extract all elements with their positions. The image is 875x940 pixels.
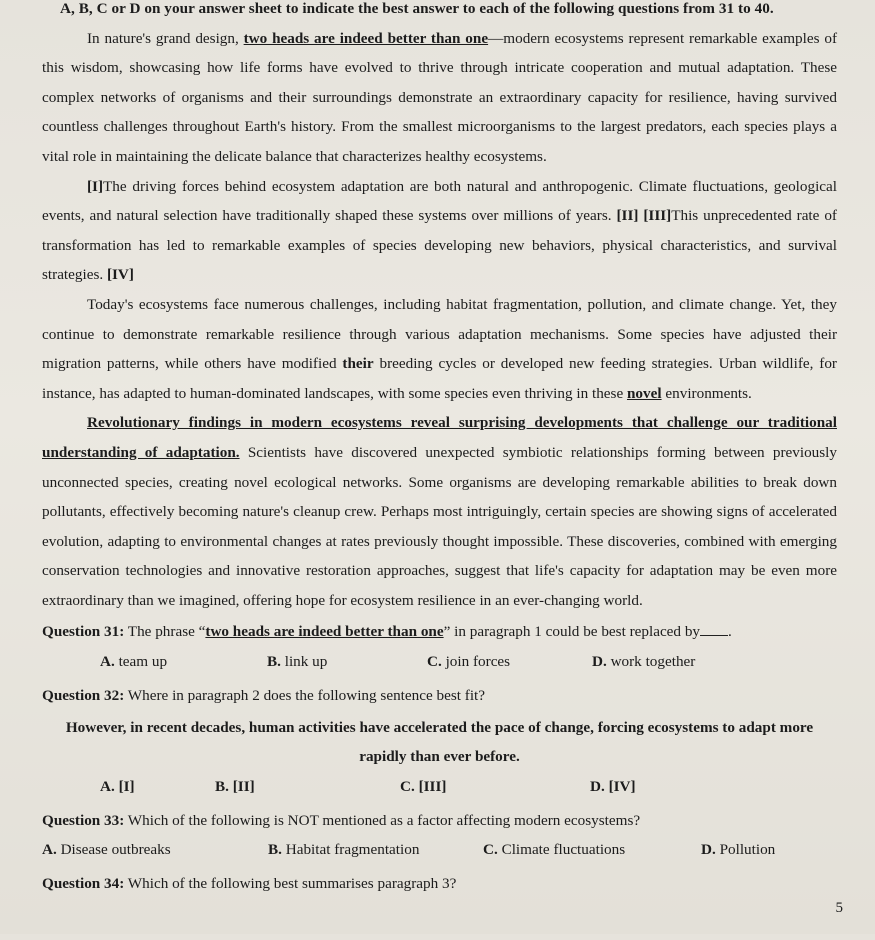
p3-bold-word: their xyxy=(342,355,374,373)
q31-option-c-letter: C. xyxy=(427,653,442,671)
question-33-stem: Which of the following is NOT mentioned as a factor affecting modern ecosystems? xyxy=(124,811,641,829)
question-32-options xyxy=(42,772,837,804)
question-34 xyxy=(42,869,837,899)
q33-option-a-letter: A. xyxy=(42,841,57,859)
question-32-stem: Where in paragraph 2 does the following sentence best fit? xyxy=(124,687,485,705)
q31-option-b[interactable] xyxy=(267,647,427,677)
question-32-insert-sentence: However, in recent decades, human activities have accelerated the pace of change, forcing ecosystems to adapt more rapidly than ever before. xyxy=(65,718,814,766)
q32-option-c[interactable] xyxy=(400,772,590,802)
q31-option-d-text: work together xyxy=(606,653,696,671)
question-31-stem-after: ” in paragraph 1 could be best replaced by xyxy=(443,623,701,641)
q32-option-d[interactable] xyxy=(590,772,636,802)
q32-option-a[interactable] xyxy=(100,772,215,802)
q33-option-c-text: Climate fluctuations xyxy=(497,841,626,859)
q32-option-b-text: [II] xyxy=(228,777,255,795)
answer-blank[interactable] xyxy=(700,621,728,636)
question-33 xyxy=(42,806,837,836)
q32-option-c-text: [III] xyxy=(414,777,447,795)
question-31-options xyxy=(42,647,837,679)
marker-i: [I] xyxy=(87,177,104,195)
question-34-label: Question 34: xyxy=(42,875,125,893)
q31-option-c[interactable] xyxy=(427,647,592,677)
p3-text-2: breeding cycles or developed new feeding strategies. Urban wildlife, for instance, has adapted to human-dominated landscapes, with some species even thriving in these xyxy=(42,355,837,402)
q31-option-a-letter: A. xyxy=(100,653,115,671)
q32-option-a-letter: A. xyxy=(100,777,115,795)
question-31-stem-end: . xyxy=(728,623,732,641)
question-31-stem-before: The phrase “ xyxy=(124,623,206,641)
p3-text-1: Today's ecosystems face numerous challenges, including habitat fragmentation, pollution, and climate change. Yet, they continue to demonstrate remarkable resilience through various adaptation mechanisms. Some species have adjusted their migration patterns, while others have modified xyxy=(42,295,837,373)
paragraph-4 xyxy=(42,408,837,615)
q33-option-a[interactable] xyxy=(42,835,268,865)
q32-option-a-text: [I] xyxy=(114,777,135,795)
q32-option-b[interactable] xyxy=(215,772,400,802)
q32-option-d-letter: D. xyxy=(590,777,605,795)
q33-option-c-letter: C. xyxy=(483,841,498,859)
marker-iii: [III] xyxy=(643,207,672,225)
q33-option-b-text: Habitat fragmentation xyxy=(281,841,420,859)
q33-option-d-letter: D. xyxy=(701,841,716,859)
page-number: 5 xyxy=(835,900,843,917)
q32-option-b-letter: B. xyxy=(215,777,229,795)
p1-text-after: —modern ecosystems represent remarkable examples of this wisdom, showcasing how life forms have evolved to thrive through intricate cooperation and mutual adaptation. These complex networks of organisms and their surroundings demonstrate an extraordinary capacity for resilience, having survived countless challenges throughout Earth's history. From the smallest microorganisms to the largest predators, each species plays a vital role in maintaining the delicate balance that characterizes healthy ecosystems. xyxy=(42,29,837,165)
q33-option-d[interactable] xyxy=(701,835,775,865)
q33-option-c[interactable] xyxy=(483,835,701,865)
paragraph-1 xyxy=(42,24,837,172)
paragraph-2 xyxy=(42,172,837,290)
q31-option-a-text: team up xyxy=(114,653,168,671)
instruction-text: A, B, C or D on your answer sheet to indicate the best answer to each of the following questions from 31 to 40. xyxy=(60,0,774,17)
q33-option-a-text: Disease outbreaks xyxy=(56,841,171,859)
question-31-label: Question 31: xyxy=(42,623,125,641)
q31-option-b-letter: B. xyxy=(267,653,281,671)
question-31-underlined-phrase: two heads are indeed better than one xyxy=(205,623,444,641)
question-32 xyxy=(42,681,837,711)
marker-iv: [IV] xyxy=(106,266,134,284)
q33-option-d-text: Pollution xyxy=(715,841,776,859)
q33-option-b[interactable] xyxy=(268,835,483,865)
marker-ii: [II] xyxy=(616,207,639,225)
p1-text-before: In nature's grand design, xyxy=(87,29,244,47)
q31-option-a[interactable] xyxy=(100,647,267,677)
p1-underlined-phrase: two heads are indeed better than one xyxy=(243,29,489,47)
q33-option-b-letter: B. xyxy=(268,841,282,859)
question-33-label: Question 33: xyxy=(42,811,125,829)
question-32-label: Question 32: xyxy=(42,687,125,705)
q31-option-d[interactable] xyxy=(592,647,695,677)
question-31 xyxy=(42,617,837,647)
q31-option-b-text: link up xyxy=(280,653,328,671)
p3-underlined-word: novel xyxy=(626,384,662,402)
question-34-stem: Which of the following best summarises paragraph 3? xyxy=(124,875,457,893)
question-33-options xyxy=(42,835,837,867)
q31-option-d-letter: D. xyxy=(592,653,607,671)
q32-option-d-text: [IV] xyxy=(604,777,636,795)
p2-text-2: This unprecedented rate of transformation has led to remarkable examples of species developing new behaviors, physical characteristics, and survival strategies. xyxy=(42,207,837,284)
q32-option-c-letter: C. xyxy=(400,777,415,795)
p4-underlined-sentence: Revolutionary findings in modern ecosystems reveal surprising developments that challenge our traditional understanding of adaptation. xyxy=(42,414,837,461)
p4-text: Scientists have discovered unexpected symbiotic relationships forming between previously unconnected species, creating novel ecological networks. Some organisms are developing remarkable abilities to break down pollutants, effectively becoming nature's cleanup crew. Perhaps most intriguingly, certain species are showing signs of accelerated evolution, adapting to environmental changes at rates previously thought impossible. These discoveries, combined with emerging conservation technologies and innovative restoration approaches, suggest that life's capacity for adaptation may be even more extraordinary than we imagined, offering hope for ecosystem resilience in an ever-changing world. xyxy=(42,443,837,609)
q31-option-c-text: join forces xyxy=(441,653,511,671)
p2-text-1: The driving forces behind ecosystem adaptation are both natural and anthropogenic. Climate fluctuations, geological events, and natural selection have traditionally shaped these systems over millions of years. xyxy=(42,177,837,225)
paragraph-3 xyxy=(42,290,837,408)
p3-text-3: environments. xyxy=(661,384,752,402)
